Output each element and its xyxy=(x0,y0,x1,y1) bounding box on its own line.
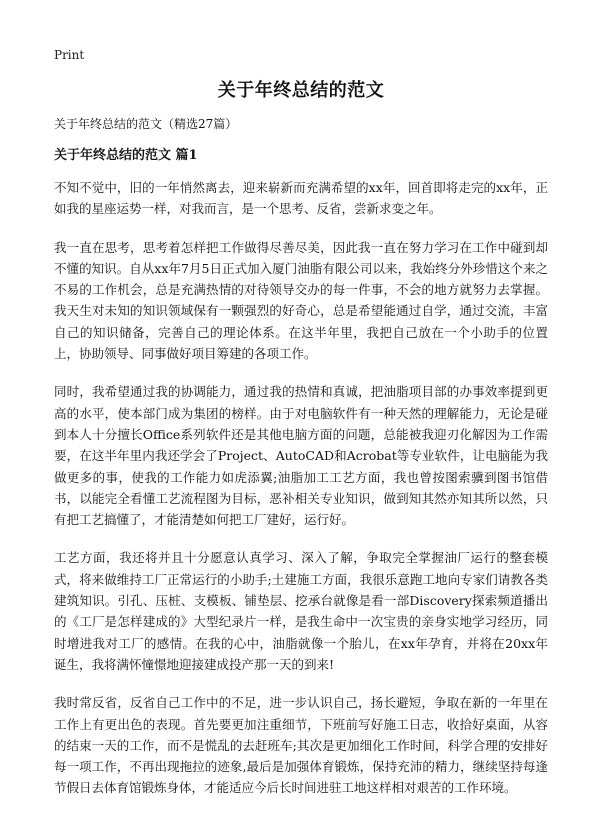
document-subtitle: 关于年终总结的范文（精选27篇） xyxy=(54,117,238,131)
paragraph: 我时常反省，反省自己工作中的不足，进一步认识自己，扬长避短，争取在新的一年里在工作上有更出色的表现。首先要更加注重细节，下班前写好施工日志，收拾好桌面，从容的结束一天的工作，而不是慌乱的去赶班车;其次是更加细化工作时间，科学合理的安排好每一项工作，不再出现拖拉的迹象,最后是加强体育锻炼，保持充沛的精力，继续坚持每逢节假日去体育馆锻炼身体，才能适应今后长时间进驻工地这样相对艰苦的工作环境。 xyxy=(54,695,548,796)
document-title: 关于年终总结的范文 xyxy=(217,80,385,101)
paragraph: 同时，我希望通过我的协调能力，通过我的热情和真诚，把油脂项目部的办事效率提到更高的水平，使本部门成为集团的榜样。由于对电脑软件有一种天然的理解能力，无论是碰到本人十分擅长Office系列软件还是其他电脑方面的问题，总能被我迎刃化解因为工作需要，在这半年里内我还学会了Project、AutoCAD和Acrobat等专业软件，让电脑能为我做更多的事，使我的工作能力如虎添翼;油脂加工工艺方面，我也曾按图索骥到图书馆借书，以能完全看懂工艺流程图为目标，恶补相关专业知识，做到知其然亦知其所以然，只有把工艺搞懂了，才能清楚如何把工厂建好，运行好。 xyxy=(54,384,548,528)
paragraph: 工艺方面，我还将并且十分愿意认真学习、深入了解，争取完全掌握油厂运行的整套模式，将来做维持工厂正常运行的小助手;土建施工方面，我很乐意跑工地向专家们请教各类建筑知识。引孔、压桩、支模板、铺垫层、挖承台就像是看一部Discovery探索频道播出的《工厂是怎样建成的》大型纪录片一样，是我生命中一次宝贵的亲身实地学习经历，同时增进我对工厂的感情。在我的心中，油脂就像一个胎儿，在xx年孕育，并将在20xx年诞生，我将满怀憧憬地迎接建成投产那一天的到来! xyxy=(54,550,548,672)
print-link[interactable]: Print xyxy=(54,48,85,62)
paragraph: 不知不觉中，旧的一年悄然离去，迎来崭新而充满希望的xx年，回首即将走完的xx年，正如我的星座运势一样，对我而言，是一个思考、反省，尝新求变之年。 xyxy=(54,180,548,217)
paragraph: 我一直在思考，思考着怎样把工作做得尽善尽美，因此我一直在努力学习在工作中碰到却不懂的知识。自从xx年7月5日正式加入厦门油脂有限公司以来，我始终分外珍惜这个来之不易的工作机会，总是充满热情的对待领导交办的每一件事，不会的地方就努力去掌握。我天生对未知的知识领域保有一颗强烈的好奇心，总是希望能通过自学，通过交流，丰富自己的知识储备，完善自己的理论体系。在这半年里，我把自己放在一个小助手的位置上，协助领导、同事做好项目筹建的各项工作。 xyxy=(54,239,548,362)
section-heading: 关于年终总结的范文 篇1 xyxy=(54,148,198,163)
